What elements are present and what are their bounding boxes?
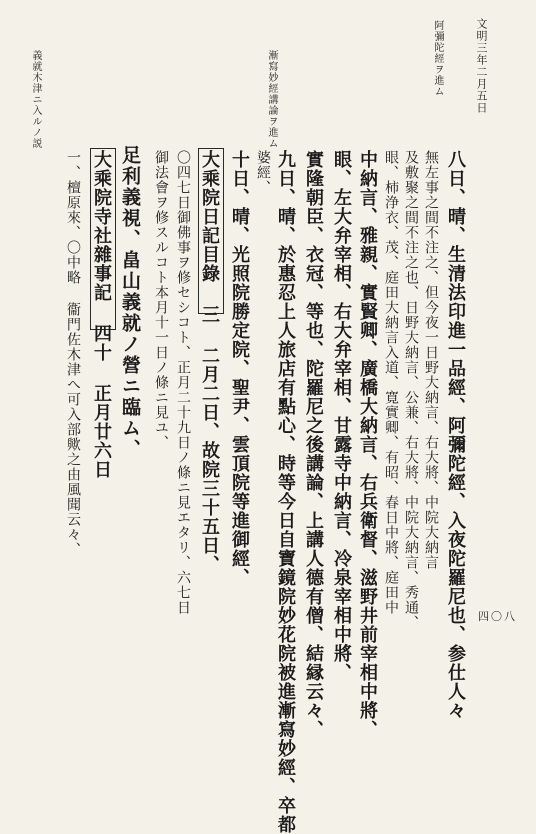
margin-note-middle: 漸寫妙經講論ヲ進ム: [266, 50, 277, 149]
text-column-11: 大乘院日記目錄 三 二月二日、故院三十五日、: [199, 150, 220, 574]
text-column-5: 中納言、雅親、實賢卿、廣橋大納言、右兵衛督、滋野井前宰相中將、: [357, 150, 378, 739]
text-column-3: 及敷聚之間不注之也、日野大納言、公兼、右大將、中院大納言、秀通、: [403, 150, 419, 630]
text-column-6: 眼、左大弁宰相、右大弁宰相、甘露寺中納言、冷泉宰相中將、: [331, 150, 352, 682]
text-column-8: 九日、晴、於惠忍上人旅店有點心、時等今日自寶鏡院妙花院被進漸寫妙經、卒都: [275, 150, 296, 834]
text-column-12: 〇四七日御佛事ヲ修セシコト、正月二十九日ノ條ニ見エタリ、六七日: [175, 150, 191, 615]
header-date: 文明三年二月五日: [475, 18, 488, 114]
page-number: 四〇八: [478, 610, 517, 623]
text-column-15: 大乘院寺社雜事記 四十 正月廿六日: [91, 150, 112, 479]
margin-note-top-right: 阿彌陀經ヲ進ム: [432, 20, 443, 97]
margin-note-left: 義就木津ニ入ルノ説: [30, 50, 41, 149]
text-column-9: 婆經、: [255, 150, 271, 195]
text-column-4: 眼、柿浄衣、茂、庭田大納言入道、寛實卿、有昭、春日中將、庭田中: [383, 150, 399, 615]
text-column-1: 八日、晴、生清法印進一品經、阿彌陀經、入夜陀羅尼也、参仕人々: [445, 150, 466, 720]
entry-heading: 足利義視、畠山義就ノ營ニ臨ム、: [119, 145, 141, 460]
text-column-2: 無左事之間不注之、但今夜一日野大納言、右大將、中院大納言: [423, 150, 439, 570]
text-column-13: 御法會ヲ修スルコト本月十一日ノ條ニ見ユ、: [153, 150, 169, 450]
text-column-7: 實隆朝臣、衣冠、等也、陀羅尼之後講論、上講人德有僧、結縁云々、: [303, 150, 324, 739]
text-column-16: 一、檀原來、〇中略 衞門佐木津へ可入部歟之由風聞云々、: [65, 150, 81, 557]
text-column-10: 十日、晴、光照院勝定院、聖尹、雲頂院等進御經、: [229, 150, 250, 587]
